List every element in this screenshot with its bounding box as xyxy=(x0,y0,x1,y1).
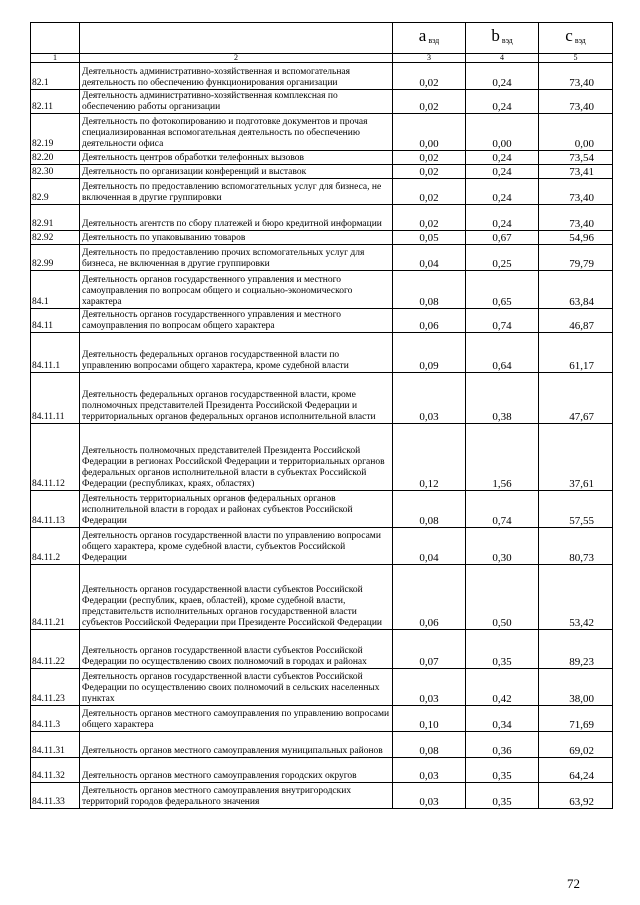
row-c-value: 73,40 xyxy=(539,90,613,114)
table-row xyxy=(31,333,613,373)
row-description: Деятельность органов местного самоуправления внутригородских территорий городов федерального значения xyxy=(80,783,393,809)
row-c-value: 73,40 xyxy=(539,63,613,90)
row-description: Деятельность органов государственной власти субъектов Российской Федерации по осуществлению своих полномочий в сельских населенных пунктах xyxy=(80,669,393,706)
header-code xyxy=(31,23,80,54)
table-row xyxy=(31,669,613,706)
row-b-value: 0,34 xyxy=(466,706,539,732)
table-row xyxy=(31,151,613,165)
row-a-value: 0,06 xyxy=(393,309,466,333)
row-c-value: 64,24 xyxy=(539,758,613,783)
row-code: 84.11.22 xyxy=(31,630,80,669)
row-code: 84.11.3 xyxy=(31,706,80,732)
row-description: Деятельность полномочных представителей Президента Российской Федерации в регионах Российской Федерации и территориальных органов федеральных органов исполнительной власти в субъектах Российской Федерации (республиках, краях, областях) xyxy=(80,424,393,491)
row-c-value: 53,42 xyxy=(539,565,613,630)
row-c-value: 73,40 xyxy=(539,179,613,205)
row-c-value: 63,84 xyxy=(539,271,613,309)
row-a-value: 0,02 xyxy=(393,165,466,179)
table-row xyxy=(31,732,613,758)
row-description: Деятельность органов государственного управления и местного самоуправления по вопросам общего и социально-экономического характера xyxy=(80,271,393,309)
row-b-value: 0,30 xyxy=(466,528,539,565)
row-c-value: 47,67 xyxy=(539,373,613,424)
row-b-value: 0,42 xyxy=(466,669,539,706)
row-code: 84.11.2 xyxy=(31,528,80,565)
row-b-value: 0,67 xyxy=(466,231,539,245)
row-a-value: 0,12 xyxy=(393,424,466,491)
table-row xyxy=(31,271,613,309)
row-description: Деятельность по организации конференций и выставок xyxy=(80,165,393,179)
row-b-value: 0,74 xyxy=(466,309,539,333)
table-body xyxy=(31,63,613,809)
row-description: Деятельность по предоставлению прочих вспомогательных услуг для бизнеса, не включенная в другие группировки xyxy=(80,245,393,271)
row-b-value: 0,35 xyxy=(466,758,539,783)
row-a-value: 0,08 xyxy=(393,271,466,309)
row-b-value: 0,65 xyxy=(466,271,539,309)
row-a-value: 0,06 xyxy=(393,565,466,630)
row-b-value: 0,50 xyxy=(466,565,539,630)
row-a-value: 0,02 xyxy=(393,90,466,114)
row-description: Деятельность органов государственной власти субъектов Российской Федерации по осуществлению своих полномочий в городах и районах xyxy=(80,630,393,669)
row-description: Деятельность административно-хозяйственная комплексная по обеспечению работы организации xyxy=(80,90,393,114)
row-a-value: 0,04 xyxy=(393,245,466,271)
column-number: 5 xyxy=(539,54,613,63)
row-a-value: 0,03 xyxy=(393,758,466,783)
row-description: Деятельность органов государственного управления и местного самоуправления по вопросам общего характера xyxy=(80,309,393,333)
row-description: Деятельность по фотокопированию и подготовке документов и прочая специализированная вспомогательная деятельность по обеспечению деятельности офиса xyxy=(80,114,393,151)
row-a-value: 0,07 xyxy=(393,630,466,669)
table-row xyxy=(31,309,613,333)
row-b-value: 0,74 xyxy=(466,491,539,528)
row-c-value: 80,73 xyxy=(539,528,613,565)
row-c-value: 73,41 xyxy=(539,165,613,179)
row-code: 82.99 xyxy=(31,245,80,271)
row-c-value: 71,69 xyxy=(539,706,613,732)
row-b-value: 0,36 xyxy=(466,732,539,758)
row-code: 84.11.11 xyxy=(31,373,80,424)
row-b-value: 0,24 xyxy=(466,205,539,231)
column-number: 3 xyxy=(393,54,466,63)
row-code: 82.30 xyxy=(31,165,80,179)
row-b-value: 0,00 xyxy=(466,114,539,151)
row-a-value: 0,08 xyxy=(393,732,466,758)
row-b-value: 0,24 xyxy=(466,63,539,90)
page-number: 72 xyxy=(567,876,580,891)
row-a-value: 0,00 xyxy=(393,114,466,151)
row-a-value: 0,04 xyxy=(393,528,466,565)
row-code: 84.11.31 xyxy=(31,732,80,758)
row-code: 84.1 xyxy=(31,271,80,309)
table-row xyxy=(31,758,613,783)
row-c-value: 54,96 xyxy=(539,231,613,245)
row-b-value: 0,24 xyxy=(466,179,539,205)
row-code: 84.11.13 xyxy=(31,491,80,528)
table-row xyxy=(31,783,613,809)
row-b-value: 0,25 xyxy=(466,245,539,271)
row-code: 82.91 xyxy=(31,205,80,231)
row-a-value: 0,05 xyxy=(393,231,466,245)
row-code: 82.1 xyxy=(31,63,80,90)
table-row xyxy=(31,245,613,271)
row-description: Деятельность органов государственной власти субъектов Российской Федерации (республик, краев, областей), кроме судебной власти, представительств исполнительных органов государственной власти субъектов Российской Федерации при Президенте Российской Федерации xyxy=(80,565,393,630)
column-number: 2 xyxy=(80,54,393,63)
row-code: 84.11 xyxy=(31,309,80,333)
table-row xyxy=(31,424,613,491)
header-c: c $_{вэд}$ xyxy=(539,23,613,54)
row-description: Деятельность органов местного самоуправления муниципальных районов xyxy=(80,732,393,758)
row-code: 84.11.23 xyxy=(31,669,80,706)
row-a-value: 0,10 xyxy=(393,706,466,732)
row-c-value: 0,00 xyxy=(539,114,613,151)
row-b-value: 1,56 xyxy=(466,424,539,491)
row-description: Деятельность федеральных органов государственной власти, кроме полномочных представителей Президента Российской Федерации и территориальных органов федеральных органов исполнительной власти xyxy=(80,373,393,424)
table-row xyxy=(31,165,613,179)
row-c-value: 38,00 xyxy=(539,669,613,706)
header-description xyxy=(80,23,393,54)
column-number: 4 xyxy=(466,54,539,63)
row-code: 82.19 xyxy=(31,114,80,151)
table-row xyxy=(31,491,613,528)
row-description: Деятельность федеральных органов государственной власти по управлению вопросами общего характера, кроме судебной власти xyxy=(80,333,393,373)
row-a-value: 0,03 xyxy=(393,373,466,424)
table-row xyxy=(31,565,613,630)
row-description: Деятельность административно-хозяйственная и вспомогательная деятельность по обеспечению функционирования организации xyxy=(80,63,393,90)
table-row xyxy=(31,114,613,151)
row-c-value: 63,92 xyxy=(539,783,613,809)
row-c-value: 61,17 xyxy=(539,333,613,373)
table-row xyxy=(31,373,613,424)
row-c-value: 79,79 xyxy=(539,245,613,271)
row-b-value: 0,24 xyxy=(466,151,539,165)
row-description: Деятельность органов местного самоуправления городских округов xyxy=(80,758,393,783)
row-code: 84.11.21 xyxy=(31,565,80,630)
header-b: b $_{вэд}$ xyxy=(466,23,539,54)
row-description: Деятельность территориальных органов федеральных органов исполнительной власти в городах и районах субъектов Российской Федерации xyxy=(80,491,393,528)
row-code: 82.20 xyxy=(31,151,80,165)
row-code: 82.92 xyxy=(31,231,80,245)
table-row xyxy=(31,179,613,205)
row-c-value: 89,23 xyxy=(539,630,613,669)
row-a-value: 0,09 xyxy=(393,333,466,373)
row-a-value: 0,08 xyxy=(393,491,466,528)
row-a-value: 0,02 xyxy=(393,151,466,165)
row-a-value: 0,02 xyxy=(393,179,466,205)
row-c-value: 73,54 xyxy=(539,151,613,165)
table-row xyxy=(31,706,613,732)
row-code: 84.11.1 xyxy=(31,333,80,373)
row-c-value: 57,55 xyxy=(539,491,613,528)
row-b-value: 0,24 xyxy=(466,90,539,114)
row-description: Деятельность органов местного самоуправления по управлению вопросами общего характера xyxy=(80,706,393,732)
table-row xyxy=(31,231,613,245)
table-row xyxy=(31,63,613,90)
row-description: Деятельность центров обработки телефонных вызовов xyxy=(80,151,393,165)
column-number-row xyxy=(31,54,613,63)
row-code: 82.9 xyxy=(31,179,80,205)
row-b-value: 0,24 xyxy=(466,165,539,179)
row-b-value: 0,35 xyxy=(466,630,539,669)
row-a-value: 0,03 xyxy=(393,669,466,706)
row-c-value: 69,02 xyxy=(539,732,613,758)
row-code: 84.11.12 xyxy=(31,424,80,491)
row-description: Деятельность органов государственной власти по управлению вопросами общего характера, кроме судебной власти, субъектов Российской Федерации xyxy=(80,528,393,565)
column-number: 1 xyxy=(31,54,80,63)
row-b-value: 0,64 xyxy=(466,333,539,373)
table-row xyxy=(31,90,613,114)
table-row xyxy=(31,630,613,669)
row-description: Деятельность агентств по сбору платежей и бюро кредитной информации xyxy=(80,205,393,231)
row-code: 84.11.32 xyxy=(31,758,80,783)
row-a-value: 0,02 xyxy=(393,63,466,90)
row-a-value: 0,03 xyxy=(393,783,466,809)
row-a-value: 0,02 xyxy=(393,205,466,231)
table-row xyxy=(31,205,613,231)
header-a: a $_{вэд}$ xyxy=(393,23,466,54)
row-c-value: 37,61 xyxy=(539,424,613,491)
header-row xyxy=(31,23,613,54)
row-description: Деятельность по упаковыванию товаров xyxy=(80,231,393,245)
row-c-value: 46,87 xyxy=(539,309,613,333)
row-code: 84.11.33 xyxy=(31,783,80,809)
row-description: Деятельность по предоставлению вспомогательных услуг для бизнеса, не включенная в другие группировки xyxy=(80,179,393,205)
row-code: 82.11 xyxy=(31,90,80,114)
row-b-value: 0,38 xyxy=(466,373,539,424)
row-b-value: 0,35 xyxy=(466,783,539,809)
row-c-value: 73,40 xyxy=(539,205,613,231)
table-row xyxy=(31,528,613,565)
coefficients-table xyxy=(30,22,613,809)
